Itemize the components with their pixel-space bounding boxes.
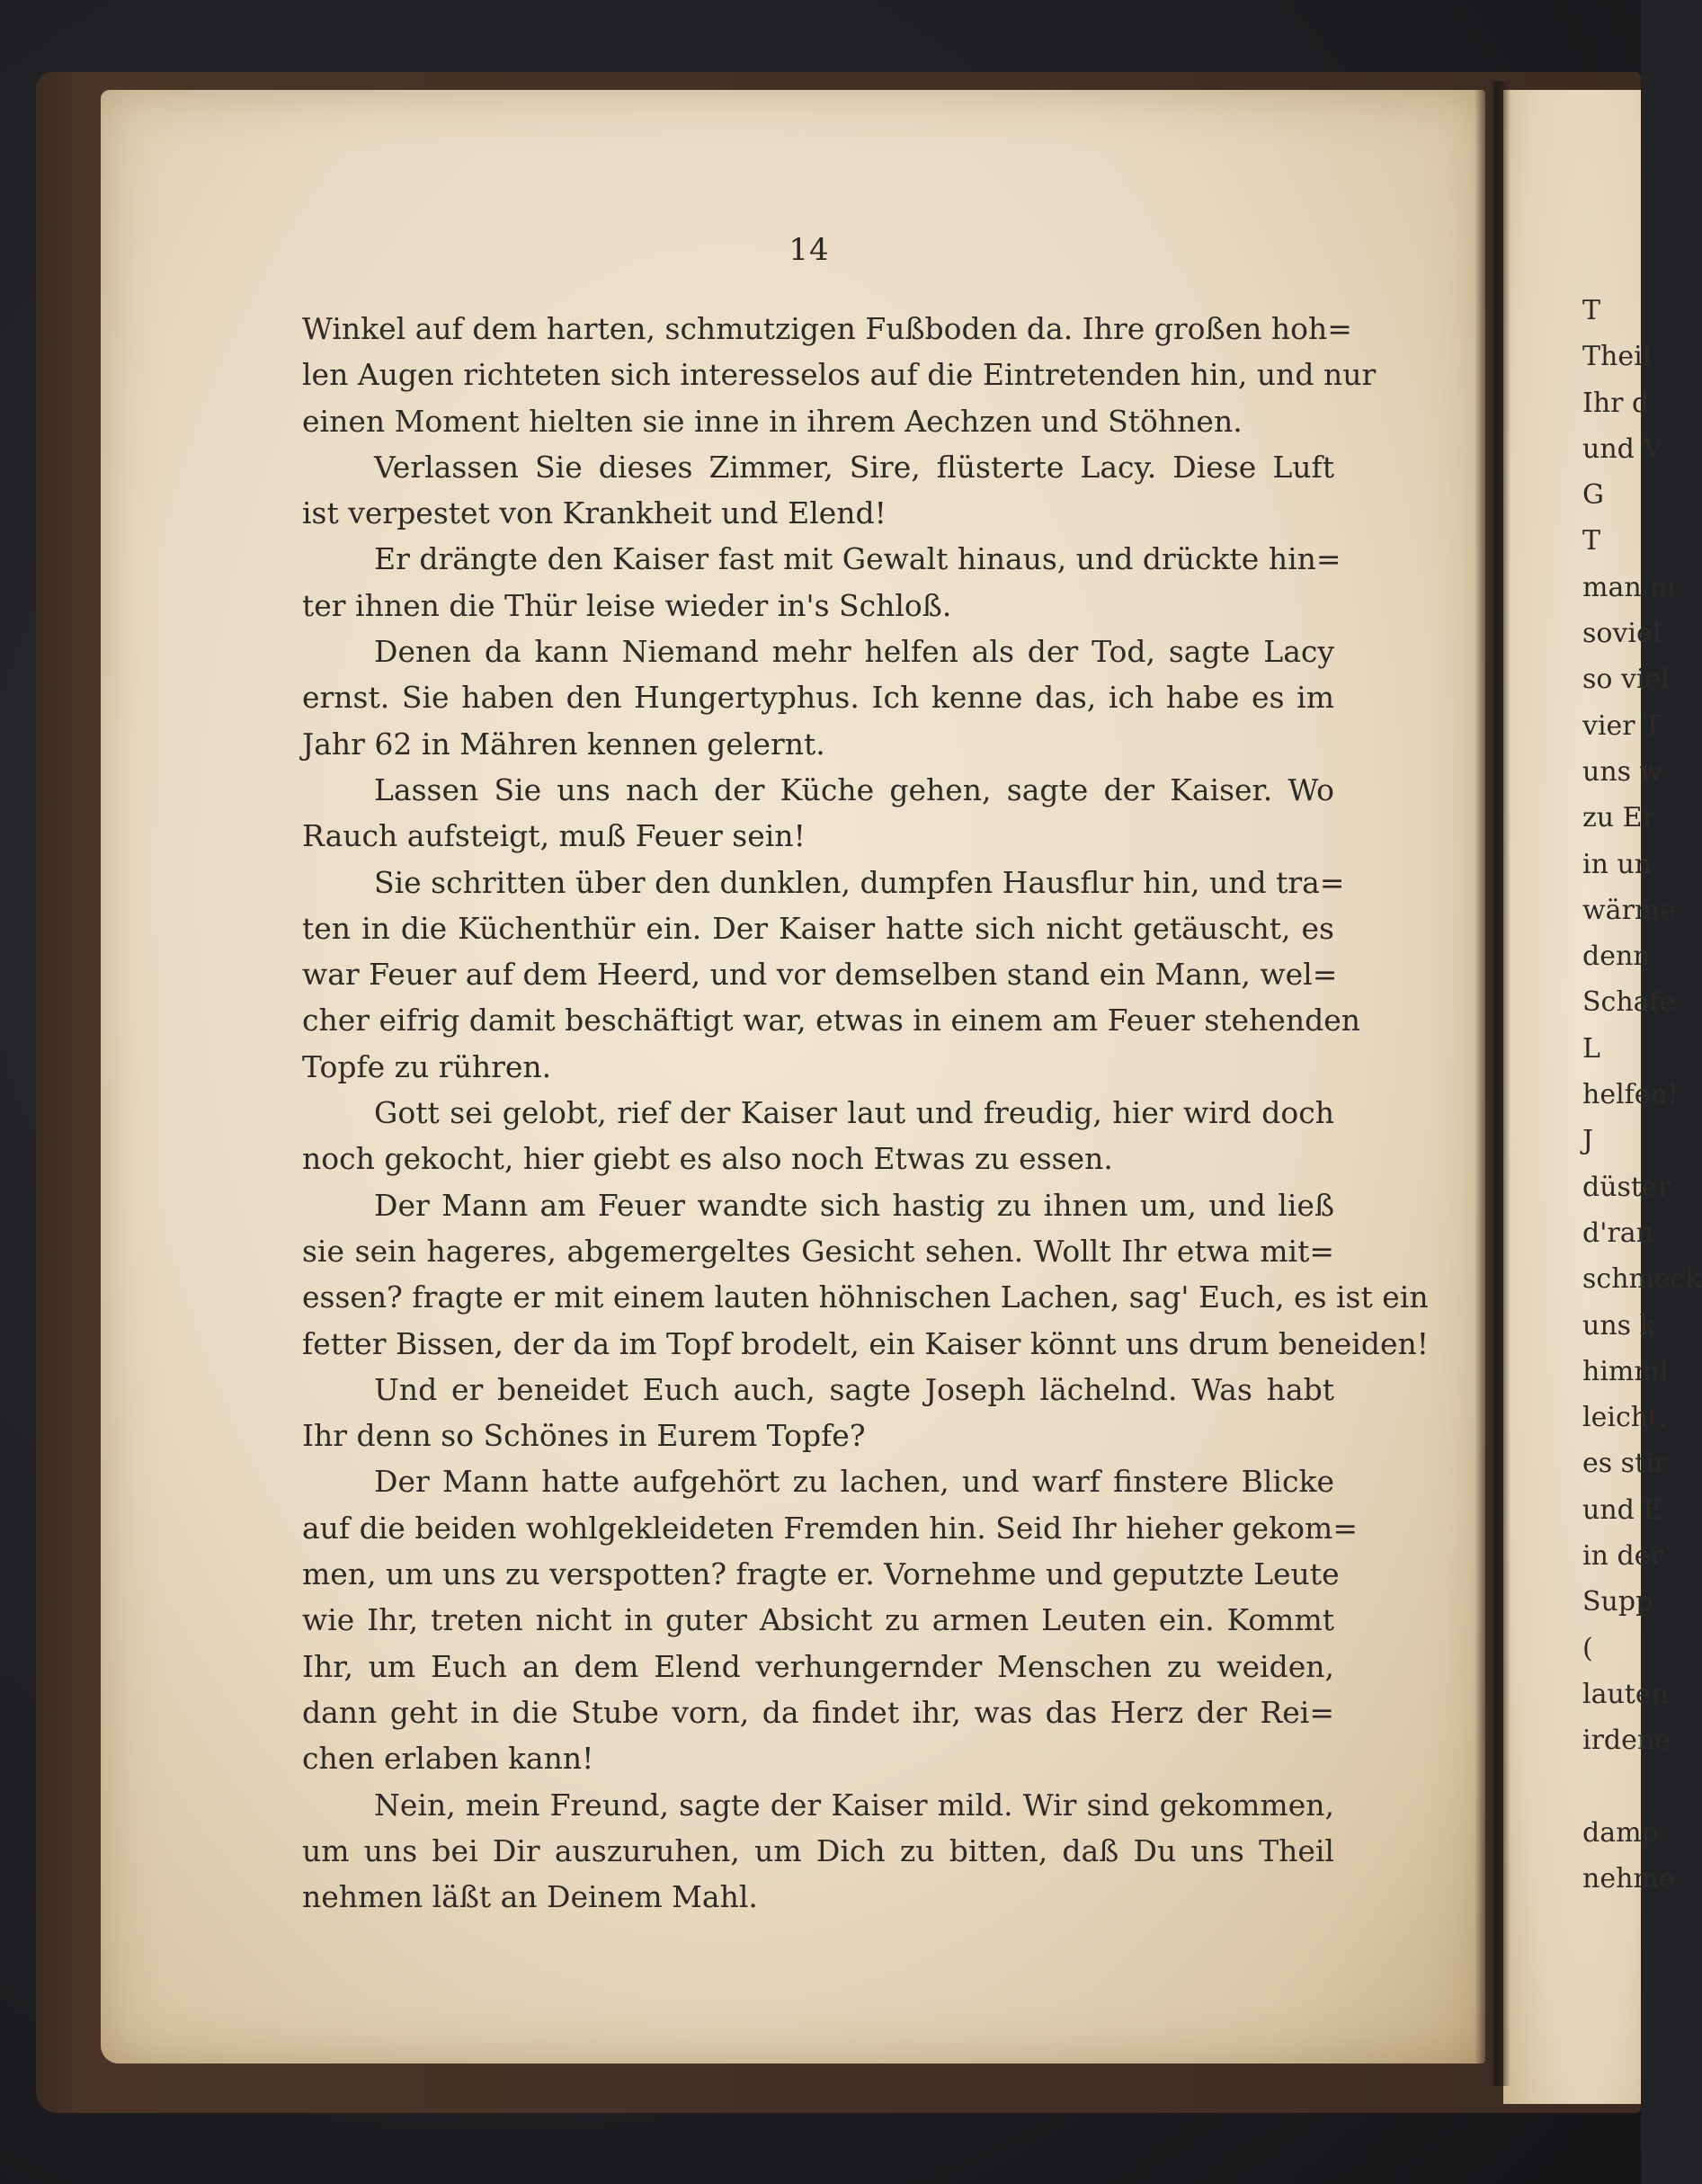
text-line: Jahr 62 in Mähren kennen gelernt. xyxy=(302,726,825,762)
text-line: Der Mann am Feuer wandte sich hastig zu ihnen um, und ließ xyxy=(374,1187,1334,1223)
facing-text-line: nehme xyxy=(1582,1863,1675,1895)
facing-text-line: irdene xyxy=(1582,1725,1671,1757)
text-line: Der Mann hatte aufgehört zu lachen, und warf finstere Blicke xyxy=(374,1464,1334,1500)
text-line: chen erlaben kann! xyxy=(302,1741,594,1777)
text-line: nehmen läßt an Deinem Mahl. xyxy=(302,1879,758,1915)
facing-text-line: leicht, xyxy=(1582,1402,1668,1434)
facing-text-line: Supp xyxy=(1582,1586,1653,1618)
text-line: Gott sei gelobt, rief der Kaiser laut und freudig, hier wird doch xyxy=(374,1095,1334,1131)
text-line: fetter Bissen, der da im Topf brodelt, ein Kaiser könnt uns drum beneiden! xyxy=(302,1325,1429,1361)
text-line: Ihr denn so Schönes in Eurem Topfe? xyxy=(302,1418,866,1454)
text-line: ter ihnen die Thür leise wieder in's Schloß. xyxy=(302,587,952,623)
text-line: men, um uns zu verspotten? fragte er. Vornehme und geputzte Leute xyxy=(302,1556,1340,1592)
facing-text-line: J xyxy=(1582,1125,1594,1157)
facing-text-line: vier T xyxy=(1582,709,1662,742)
text-line: ernst. Sie haben den Hungertyphus. Ich kenne das, ich habe es im xyxy=(302,680,1334,716)
facing-text-line: und E xyxy=(1582,1493,1663,1526)
text-line: Rauch aufsteigt, muß Feuer sein! xyxy=(302,818,806,854)
facing-text-line: so viel xyxy=(1582,664,1670,696)
facing-text-line: ( xyxy=(1582,1632,1593,1664)
text-line: auf die beiden wohlgekleideten Fremden hin. Seid Ihr hieher gekom= xyxy=(302,1510,1358,1546)
facing-text-line: Ihr d xyxy=(1582,387,1650,419)
facing-text-line: zu Er xyxy=(1582,802,1655,834)
facing-text-line xyxy=(1582,1764,1641,1810)
facing-text-line: damp xyxy=(1582,1816,1659,1849)
text-line: dann geht in die Stube vorn, da findet ihr, was das Herz der Rei= xyxy=(302,1694,1334,1730)
facing-text-line: Schafe xyxy=(1582,986,1676,1019)
facing-text-line: helfen! xyxy=(1582,1079,1679,1111)
facing-text-line: soviel xyxy=(1582,618,1662,650)
text-line: Winkel auf dem harten, schmutzigen Fußboden da. Ihre großen hoh= xyxy=(302,311,1352,346)
facing-text-line: lauten xyxy=(1582,1678,1669,1710)
text-line: len Augen richteten sich interesselos auf die Eintretenden hin, und nur xyxy=(302,357,1377,393)
facing-text-line: d'ran xyxy=(1582,1217,1653,1249)
text-line: Und er beneidet Euch auch, sagte Joseph lächelnd. Was habt xyxy=(374,1371,1334,1407)
text-line: um uns bei Dir auszuruhen, um Dich zu bitten, daß Du uns Theil xyxy=(302,1832,1334,1868)
page-text xyxy=(302,306,1429,1920)
facing-text-line: schmeck xyxy=(1582,1263,1702,1296)
page-number: 14 xyxy=(789,232,830,268)
facing-text-line: G xyxy=(1582,479,1604,512)
facing-text-line: man m xyxy=(1582,571,1676,603)
facing-text-line: L xyxy=(1582,1032,1600,1065)
text-line: Verlassen Sie dieses Zimmer, Sire, flüsterte Lacy. Diese Luft xyxy=(374,449,1334,485)
facing-text-line: uns k xyxy=(1582,1309,1656,1342)
text-line: sie sein hageres, abgemergeltes Gesicht sehen. Wollt Ihr etwa mit= xyxy=(302,1233,1334,1269)
facing-text-line: denn xyxy=(1582,940,1651,973)
text-line: Topfe zu rühren. xyxy=(302,1048,552,1084)
text-line: cher eifrig damit beschäftigt war, etwas in einem am Feuer stehenden xyxy=(302,1003,1360,1039)
text-line: Nein, mein Freund, sagte der Kaiser mild. Wir sind gekommen, xyxy=(374,1787,1334,1823)
text-line: Sie schritten über den dunklen, dumpfen Hausflur hin, und tra= xyxy=(374,864,1345,900)
text-line: Ihr, um Euch an dem Elend verhungernder Menschen zu weiden, xyxy=(302,1648,1334,1684)
text-line: Lassen Sie uns nach der Küche gehen, sagte der Kaiser. Wo xyxy=(374,771,1334,807)
facing-text-line: wärme xyxy=(1582,894,1677,926)
text-line: essen? fragte er mit einem lauten höhnischen Lachen, sag' Euch, es ist ein xyxy=(302,1279,1429,1315)
text-line: wie Ihr, treten nicht in guter Absicht zu armen Leuten ein. Kommt xyxy=(302,1602,1334,1638)
text-line: ist verpestet von Krankheit und Elend! xyxy=(302,495,887,531)
facing-text-line: Theil xyxy=(1582,341,1652,373)
text-line: einen Moment hielten sie inne in ihrem Aechzen und Stöhnen. xyxy=(302,403,1243,439)
book-gutter xyxy=(1475,81,1510,2086)
facing-text-line: T xyxy=(1582,295,1601,326)
facing-text-line: und V xyxy=(1582,432,1663,465)
facing-text-line: himml xyxy=(1582,1355,1669,1387)
facing-text-line: T xyxy=(1582,525,1601,557)
facing-text-line: düster xyxy=(1582,1171,1671,1203)
facing-text-line: es stir xyxy=(1582,1448,1668,1480)
facing-page-text xyxy=(1582,288,1702,1902)
text-line: Denen da kann Niemand mehr helfen als der Tod, sagte Lacy xyxy=(374,634,1334,670)
facing-text-line: uns w xyxy=(1582,755,1663,788)
text-line: war Feuer auf dem Heerd, und vor demselben stand ein Mann, wel= xyxy=(302,957,1338,993)
text-line: ten in die Küchenthür ein. Der Kaiser hatte sich nicht getäuscht, es xyxy=(302,910,1334,946)
facing-text-line: in un xyxy=(1582,848,1653,880)
text-line: Er drängte den Kaiser fast mit Gewalt hinaus, und drückte hin= xyxy=(374,541,1341,577)
text-line: noch gekocht, hier giebt es also noch Etwas zu essen. xyxy=(302,1141,1113,1177)
facing-text-line: in der xyxy=(1582,1540,1663,1573)
